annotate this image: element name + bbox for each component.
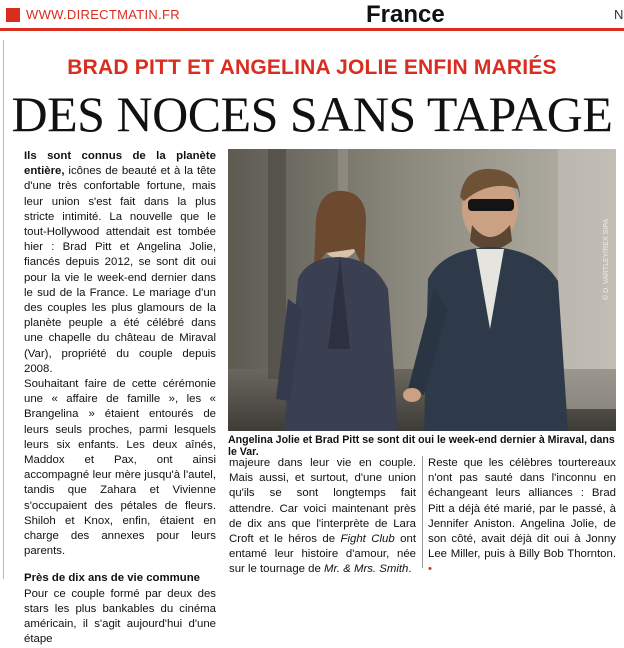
article-column-3 [428, 456, 616, 578]
paragraph-2: Souhaitant faire de cette cérémonie une « affaire de famille », les « Brangelina » étaient entourés de leurs seuls proches, parmi lesquels leurs six enfants. Les deux aînés, Maddox et Pax, ont ainsi accompagné leur mère jusqu'à l'autel, tandis que Zahara et Vivienne s'occupaient des pétales de fleurs. Shiloh et Knox, enfin, étaient en charge des annexes pour leurs parents. [24, 378, 216, 558]
section-title: France [366, 1, 445, 28]
paragraph-5 [428, 456, 616, 578]
end-mark-icon: • [428, 563, 432, 576]
column-divider [422, 456, 423, 568]
paragraph-1-text: icônes de beauté et à la tête d'une très confortable fortune, mais leur union s'est fait dans la plus stricte intimité. La nouvelle que le tout-Hollywood attendait est tombée hier : Brad Pitt et Angelina Jolie, fiancés depuis 2012, se sont dit oui pour la vie le week-end dernier dans le sud de la France. Le mariage d'un des couples les plus glamours de la planète peuple a été célébré dans une chapelle du château de Miraval (Var), propriété du couple depuis 2008. [24, 165, 216, 375]
film-title: Mr. & Mrs. Smith [324, 563, 409, 576]
article-column-1 [24, 149, 216, 648]
paragraph-4 [229, 456, 416, 578]
article-headline: DES NOCES SANS TAPAGE [11, 86, 613, 142]
page-header [0, 0, 624, 31]
paragraph-4-text-c: . [408, 563, 412, 576]
film-title: Fight Club [340, 533, 395, 546]
article-kicker: BRAD PITT ET ANGELINA JOLIE ENFIN MARIÉS [67, 56, 557, 79]
paragraph-4-text-b: ont entamé leur histoire d'amour, née sur le tournage de [229, 533, 417, 576]
cropped-text: N [614, 7, 624, 22]
lead-in: Ils sont connus de la planète entière, [24, 150, 216, 178]
photo-credit: © D. VARTLEY/REX SIPA [603, 218, 610, 300]
paragraph-3: Pour ce couple formé par deux des stars les plus bankables du cinéma américain, il s'agit aujourd'hui d'une étape [24, 587, 216, 646]
paragraph-4-text-a: majeure dans leur vie en couple. Mais aussi, et surtout, d'une union qu'ils se sont longtemps fait attendre. Car voici maintenant près de dix ans que l'interprète de Lara Croft et le héros de [229, 457, 416, 546]
article-column-2 [229, 456, 416, 578]
site-url: WWW.DIRECTMATIN.FR [26, 7, 180, 22]
header-rule [0, 28, 624, 31]
paragraph-1 [24, 149, 216, 377]
photo-caption: Angelina Jolie et Brad Pitt se sont dit oui le week-end dernier à Miraval, dans le Var. [228, 434, 615, 458]
paragraph-5-text: Reste que les célèbres tourtereaux n'ont pas sauté dans l'inconnu en échangeant leurs alliances : Brad Pitt a déjà été marié, par le passé, à Jennifer Aniston. Angelina Jolie, de son côté, avait déjà dit oui à Jonny Lee Miller, puis à Billy Bob Thornton. [428, 457, 616, 561]
article-photo [228, 149, 616, 431]
site-logo-square [6, 8, 20, 22]
photo-illustration [228, 149, 616, 431]
section-subhead: Près de dix ans de vie commune [24, 572, 200, 585]
